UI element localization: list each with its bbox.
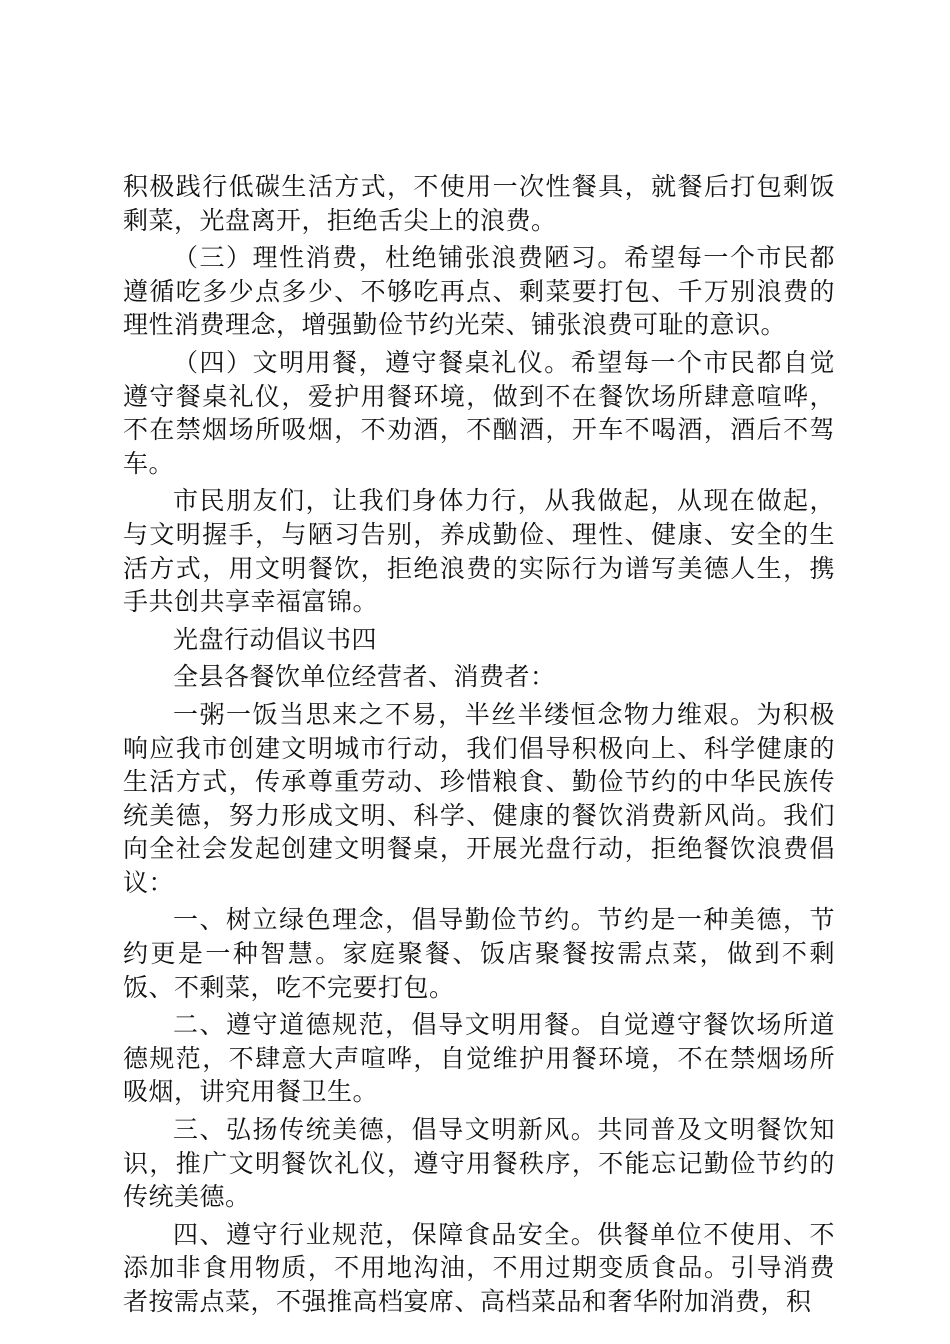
- paragraph-item-three: 三、弘扬传统美德，倡导文明新风。共同普及文明餐饮知识，推广文明餐饮礼仪，遵守用餐秩序，不能忘记勤俭节约的传统美德。: [123, 1115, 835, 1212]
- salutation: 全县各餐饮单位经营者、消费者：: [173, 662, 556, 692]
- paragraph-continued-low-carbon: 积极践行低碳生活方式，不使用一次性餐具，就餐后打包剩饭剩菜，光盘离开，拒绝舌尖上的浪费。: [123, 172, 835, 235]
- paragraph-introduction: 一粥一饭当思来之不易，半丝半缕恒念物力维艰。为积极响应我市创建文明城市行动，我们倡导积极向上、科学健康的生活方式，传承尊重劳动、珍惜粮食、勤俭节约的中华民族传统美德，努力形成文明、科学、健康的餐饮消费新风尚。我们向全社会发起创建文明餐桌，开展光盘行动，拒绝餐饮浪费倡议：: [123, 699, 835, 897]
- paragraph-item-two: 二、遵守道德规范，倡导文明用餐。自觉遵守餐饮场所道德规范，不肆意大声喧哗，自觉维护用餐环境，不在禁烟场所吸烟，讲究用餐卫生。: [123, 1010, 835, 1107]
- document-body: [123, 170, 835, 1319]
- paragraph-item-one: 一、树立绿色理念，倡导勤俭节约。节约是一种美德，节约更是一种智慧。家庭聚餐、饭店聚餐按需点菜，做到不剩饭、不剩菜，吃不完要打包。: [123, 905, 835, 1002]
- section-heading-proposal-four: 光盘行动倡议书四: [173, 624, 378, 654]
- paragraph-citizens-call: 市民朋友们，让我们身体力行，从我做起，从现在做起，与文明握手，与陋习告别，养成勤俭、理性、健康、安全的生活方式，用文明餐饮，拒绝浪费的实际行为谱写美德人生，携手共创共享幸福富锦。: [123, 486, 835, 617]
- paragraph-item-four: 四、遵守行业规范，保障食品安全。供餐单位不使用、不添加非食用物质，不用地沟油，不用过期变质食品。引导消费者按需点菜，不强推高档宴席、高档菜品和奢华附加消费，积: [123, 1219, 835, 1316]
- paragraph-table-etiquette: （四）文明用餐，遵守餐桌礼仪。希望每一个市民都自觉遵守餐桌礼仪，爱护用餐环境，做到不在餐饮场所肆意喧哗，不在禁烟场所吸烟，不劝酒，不酗酒，开车不喝酒，酒后不驾车。: [123, 347, 835, 478]
- paragraph-rational-consumption: （三）理性消费，杜绝铺张浪费陋习。希望每一个市民都遵循吃多少点多少、不够吃再点、剩菜要打包、千万别浪费的理性消费理念，增强勤俭节约光荣、铺张浪费可耻的意识。: [123, 243, 835, 340]
